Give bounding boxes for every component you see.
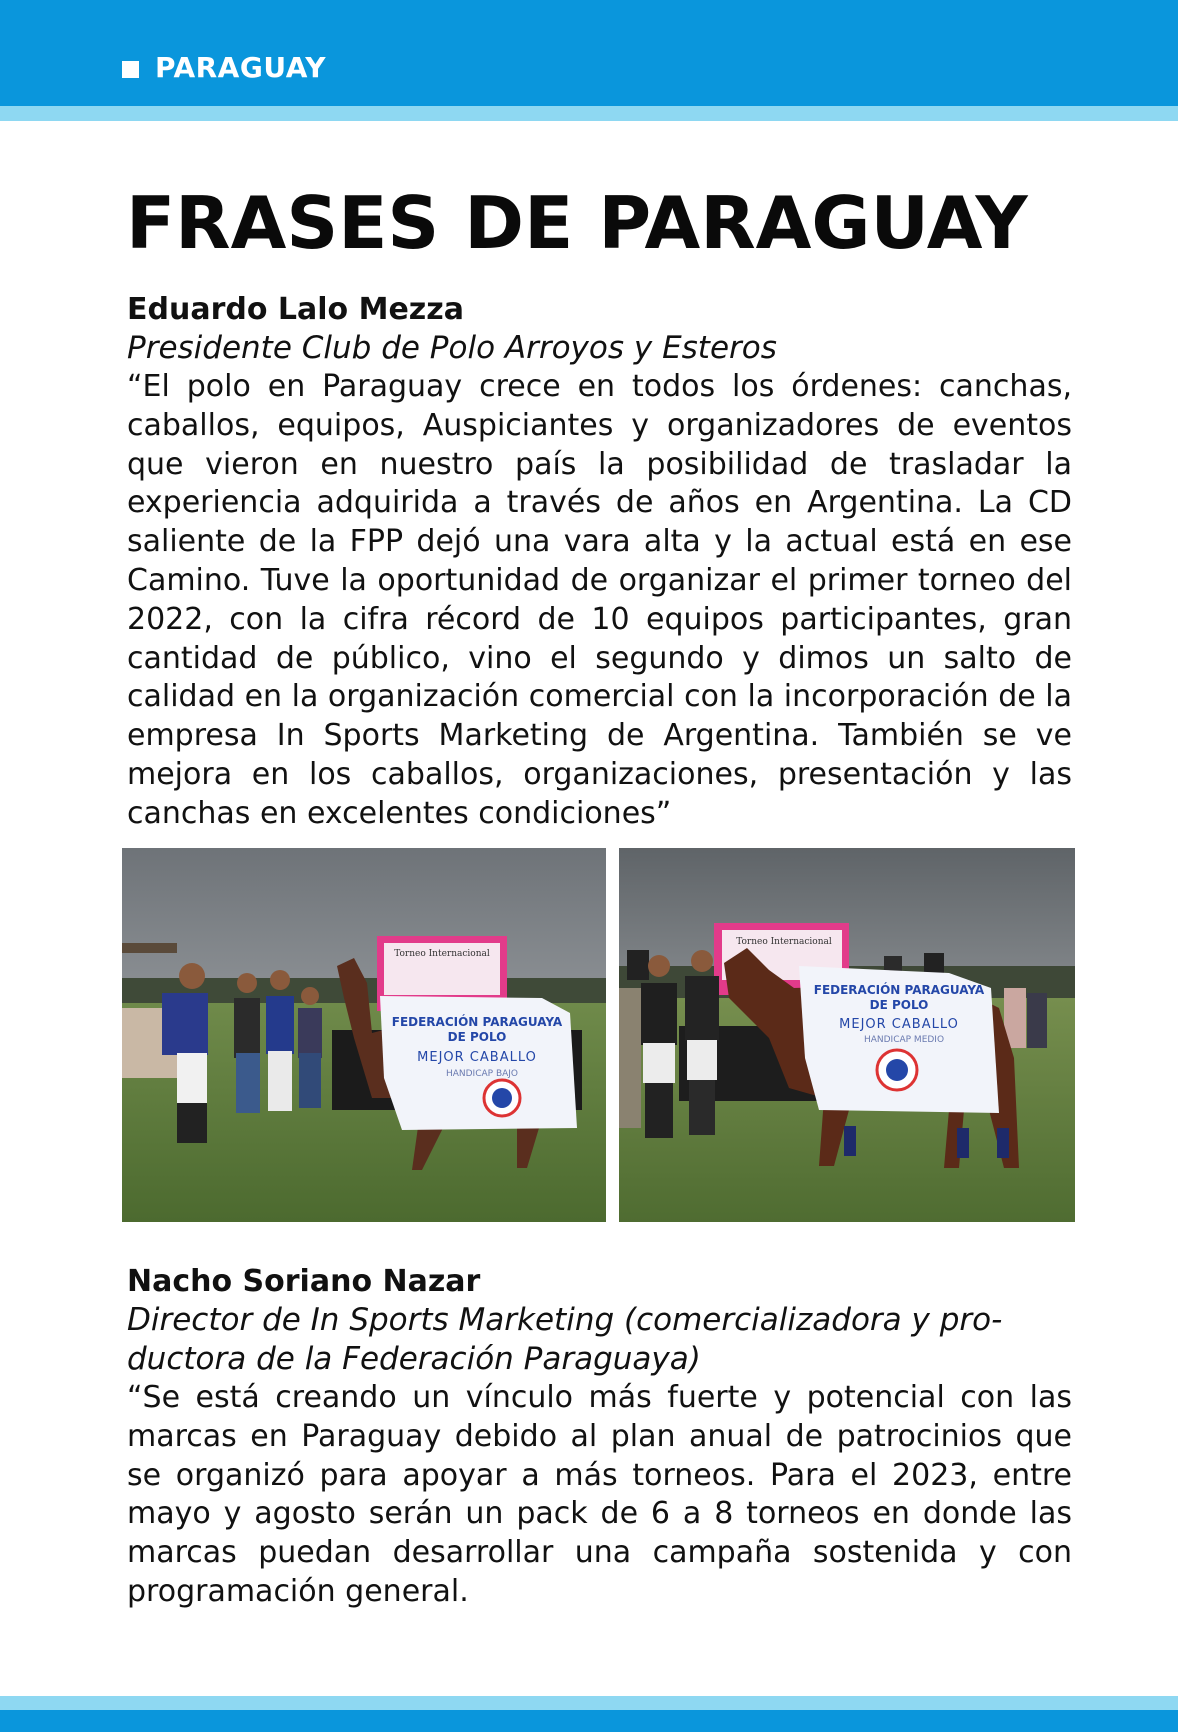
footer-stripe	[0, 1696, 1178, 1710]
blanket-line-3: MEJOR CABALLO	[417, 1050, 537, 1065]
page-title: FRASES DE PARAGUAY	[126, 181, 1028, 265]
header-stripe	[0, 106, 1178, 121]
blanket-line-2: DE POLO	[869, 998, 929, 1012]
speaker-name: Nacho Soriano Nazar	[127, 1264, 481, 1299]
speaker-role: Director de In Sports Marketing (comercializadora y productora de la Federación Paraguaya)	[127, 1302, 1003, 1377]
quote-text: “El polo en Paraguay crece en todos los órdenes: canchas, caballos, equipos, Auspiciantes y organizadores de eventos que vieron en nuestro país la posibilidad de trasladar la experiencia adquirida a través de años en Argentina. La CD saliente de la FPP dejó una vara alta y la actual está en ese Camino. Tuve la oportunidad de organizar el primer torneo del 2022, con la cifra récord de 10 equipos participantes, gran cantidad de público, vino el segundo y dimos un salto de calidad en la organización comercial con la incorporación de la empresa In Sports Marketing de Argentina. También se ve mejora en los caballos, organizaciones, presentación y las canchas en excelentes condiciones”	[127, 369, 1072, 831]
blanket-line-3: MEJOR CABALLO	[839, 1017, 959, 1032]
banner-text: Torneo Internacional	[736, 937, 832, 947]
footer-bar	[0, 1710, 1178, 1732]
quote-text: “Se está creando un vínculo más fuerte y potencial con las marcas en Paraguay debido al plan anual de patrocinios que se organizó para apoyar a más torneos. Para el 2023, entre mayo y agosto serán un pack de 6 a 8 torneos en donde las marcas puedan desarrollar una campaña sostenida y con programación general.	[127, 1380, 1072, 1609]
blanket-line-1: FEDERACIÓN PARAGUAYA	[391, 1015, 563, 1029]
speaker-name: Eduardo Lalo Mezza	[127, 292, 464, 327]
blanket-line-4: HANDICAP BAJO	[445, 1069, 519, 1079]
quote-block-2	[127, 1262, 1072, 1612]
banner-text: Torneo Internacional	[394, 949, 490, 959]
photo-award-2	[619, 848, 1075, 1222]
blanket-line-4: HANDICAP MEDIO	[863, 1035, 945, 1045]
blanket-line-2: DE POLO	[447, 1030, 507, 1044]
quote-block-1	[127, 290, 1072, 834]
photo-award-1	[122, 848, 606, 1222]
speaker-role: Presidente Club de Polo Arroyos y Esteros	[127, 330, 777, 366]
section-label: PARAGUAY	[155, 51, 326, 84]
section-square-icon	[122, 61, 139, 78]
blanket-line-1: FEDERACIÓN PARAGUAYA	[813, 983, 985, 997]
